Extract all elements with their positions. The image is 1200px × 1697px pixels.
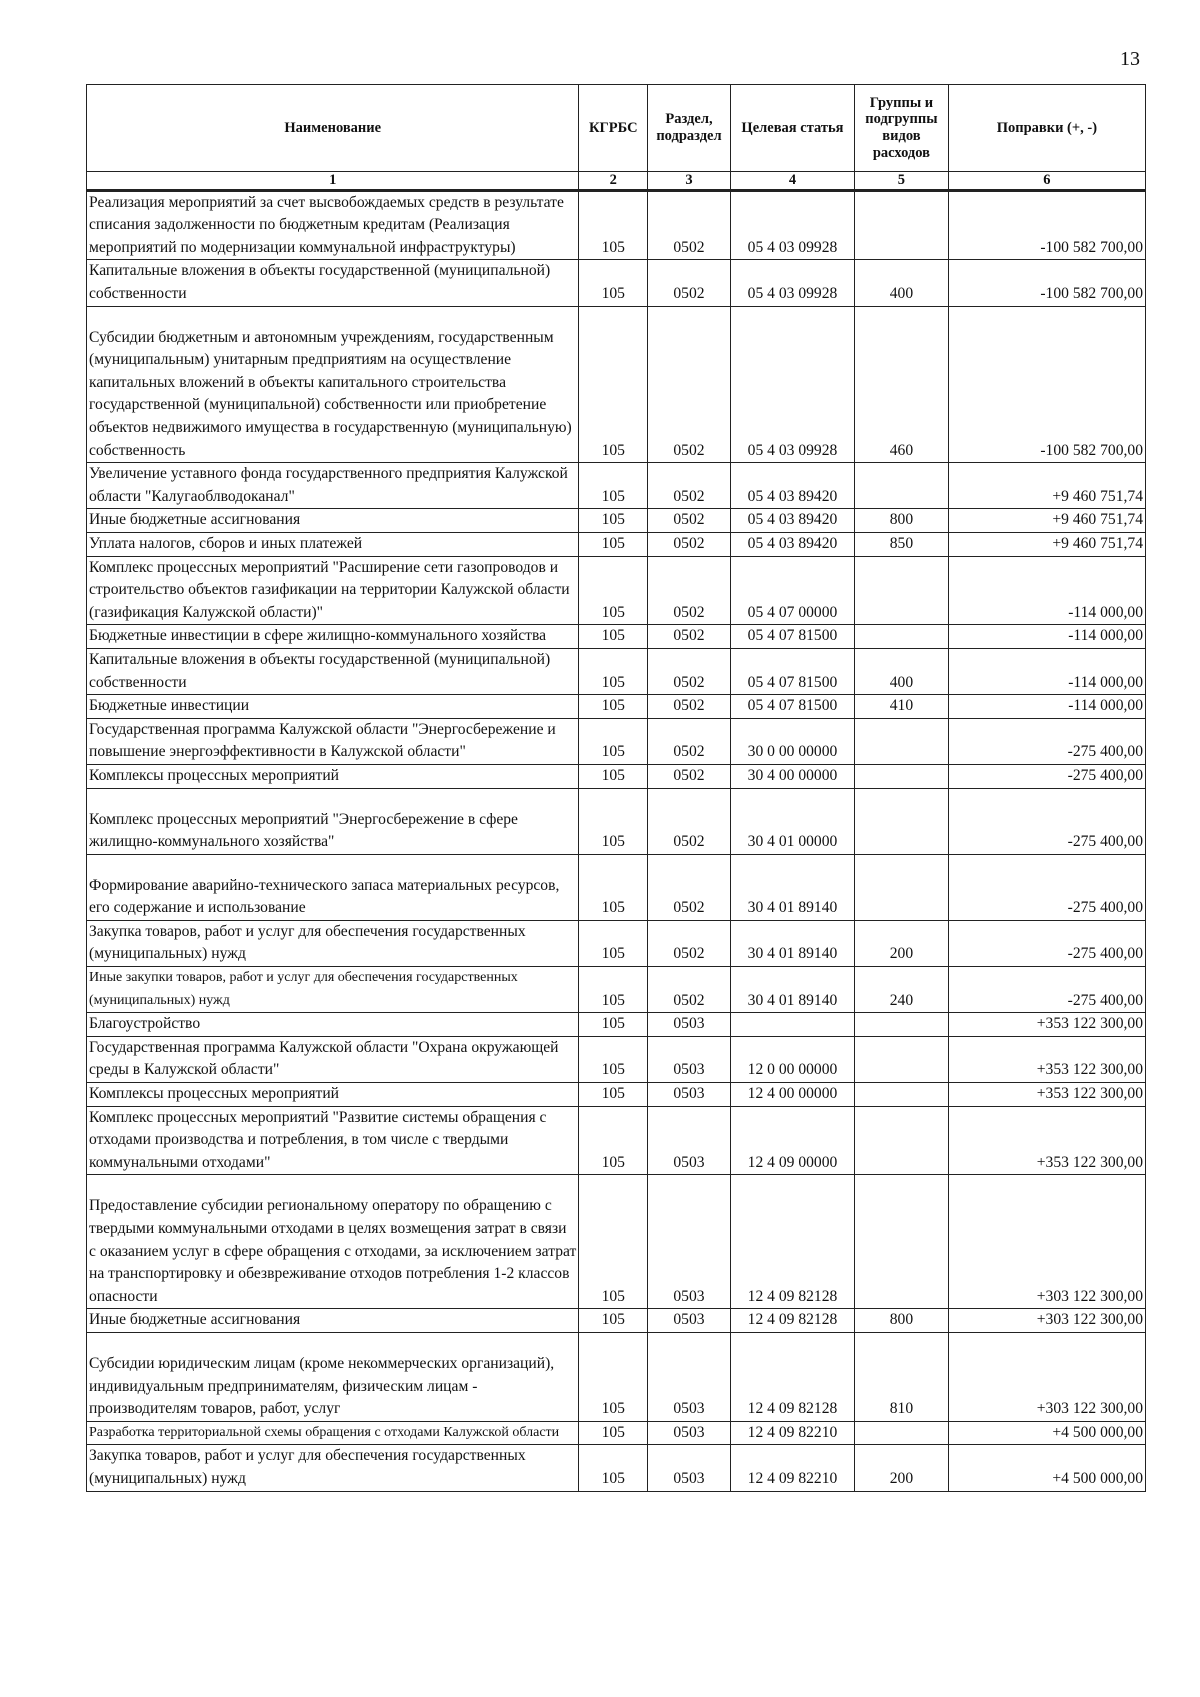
row-section: 0502 xyxy=(648,556,731,625)
table-row xyxy=(87,556,1146,625)
table-row xyxy=(87,920,1146,966)
row-group: 410 xyxy=(855,695,949,719)
row-amount: +303 122 300,00 xyxy=(948,1332,1145,1421)
row-group xyxy=(855,764,949,788)
row-amount: -100 582 700,00 xyxy=(948,260,1145,306)
table-row xyxy=(87,854,1146,920)
row-section: 0502 xyxy=(648,625,731,649)
row-target: 12 4 09 82210 xyxy=(730,1421,854,1445)
row-amount: -114 000,00 xyxy=(948,648,1145,694)
row-group xyxy=(855,1083,949,1107)
row-kgrbs: 105 xyxy=(579,190,648,260)
row-group xyxy=(855,1106,949,1175)
row-group xyxy=(855,556,949,625)
row-target: 05 4 07 00000 xyxy=(730,556,854,625)
row-name: Предоставление субсидии региональному оператору по обращению с твердыми коммунальными отходами в целях возмещения затрат в связи с оказанием услуг в сфере обращения с отходами, за исключением затрат на транспортировку и обезвреживание отходов потребления 1-2 классов опасности xyxy=(87,1175,579,1309)
table-row xyxy=(87,718,1146,764)
row-amount: -114 000,00 xyxy=(948,625,1145,649)
table-row xyxy=(87,764,1146,788)
column-number: 4 xyxy=(730,172,854,191)
row-target: 30 0 00 00000 xyxy=(730,718,854,764)
row-amount: -100 582 700,00 xyxy=(948,306,1145,463)
row-name: Бюджетные инвестиции xyxy=(87,695,579,719)
row-amount: -114 000,00 xyxy=(948,695,1145,719)
row-group: 200 xyxy=(855,920,949,966)
row-kgrbs: 105 xyxy=(579,509,648,533)
row-group xyxy=(855,718,949,764)
row-section: 0502 xyxy=(648,854,731,920)
table-row xyxy=(87,1332,1146,1421)
row-section: 0503 xyxy=(648,1445,731,1491)
row-kgrbs: 105 xyxy=(579,625,648,649)
row-section: 0503 xyxy=(648,1175,731,1309)
table-row xyxy=(87,532,1146,556)
column-number-row xyxy=(87,172,1146,191)
row-amount: -275 400,00 xyxy=(948,920,1145,966)
row-amount: -100 582 700,00 xyxy=(948,190,1145,260)
row-amount: -275 400,00 xyxy=(948,764,1145,788)
row-group xyxy=(855,463,949,509)
row-kgrbs: 105 xyxy=(579,854,648,920)
row-group: 800 xyxy=(855,509,949,533)
row-section: 0503 xyxy=(648,1036,731,1082)
row-amount: +303 122 300,00 xyxy=(948,1175,1145,1309)
table-row xyxy=(87,1421,1146,1445)
row-target: 30 4 01 89140 xyxy=(730,854,854,920)
row-target: 05 4 03 09928 xyxy=(730,190,854,260)
column-number: 3 xyxy=(648,172,731,191)
row-amount: +9 460 751,74 xyxy=(948,463,1145,509)
row-name: Формирование аварийно-технического запаса материальных ресурсов, его содержание и использование xyxy=(87,854,579,920)
row-name: Закупка товаров, работ и услуг для обеспечения государственных (муниципальных) нужд xyxy=(87,1445,579,1491)
row-name: Субсидии бюджетным и автономным учреждениям, государственным (муниципальным) унитарным предприятиям на осуществление капитальных вложений в объекты капитального строительства государственной (муниципальной) собственности или приобретение объектов недвижимого имущества в государственную (муниципальную) собственность xyxy=(87,306,579,463)
row-amount: +4 500 000,00 xyxy=(948,1421,1145,1445)
row-section: 0503 xyxy=(648,1106,731,1175)
row-group xyxy=(855,190,949,260)
row-name: Капитальные вложения в объекты государственной (муниципальной) собственности xyxy=(87,648,579,694)
row-target: 05 4 03 89420 xyxy=(730,509,854,533)
row-amount: +353 122 300,00 xyxy=(948,1083,1145,1107)
row-section: 0502 xyxy=(648,648,731,694)
row-kgrbs: 105 xyxy=(579,788,648,854)
row-target: 05 4 03 09928 xyxy=(730,260,854,306)
row-amount: +9 460 751,74 xyxy=(948,532,1145,556)
row-kgrbs: 105 xyxy=(579,260,648,306)
row-kgrbs: 105 xyxy=(579,1175,648,1309)
row-name: Государственная программа Калужской области "Энергосбережение и повышение энергоэффективности в Калужской области" xyxy=(87,718,579,764)
row-target: 12 4 09 00000 xyxy=(730,1106,854,1175)
row-name: Комплекс процессных мероприятий "Энергосбережение в сфере жилищно-коммунального хозяйства" xyxy=(87,788,579,854)
header-group: Группы и подгруппы видов расходов xyxy=(855,85,949,172)
row-amount: -275 400,00 xyxy=(948,967,1145,1013)
row-target: 12 4 09 82210 xyxy=(730,1445,854,1491)
row-kgrbs: 105 xyxy=(579,648,648,694)
row-section: 0502 xyxy=(648,695,731,719)
table-row xyxy=(87,1083,1146,1107)
row-kgrbs: 105 xyxy=(579,306,648,463)
row-section: 0502 xyxy=(648,190,731,260)
row-amount: -114 000,00 xyxy=(948,556,1145,625)
column-number: 6 xyxy=(948,172,1145,191)
row-kgrbs: 105 xyxy=(579,1083,648,1107)
row-group xyxy=(855,1175,949,1309)
table-row xyxy=(87,1175,1146,1309)
row-kgrbs: 105 xyxy=(579,1106,648,1175)
row-section: 0502 xyxy=(648,967,731,1013)
header-kgrbs: КГРБС xyxy=(579,85,648,172)
row-name: Иные закупки товаров, работ и услуг для обеспечения государственных (муниципальных) нужд xyxy=(87,967,579,1013)
row-name: Комплексы процессных мероприятий xyxy=(87,1083,579,1107)
row-target: 30 4 01 00000 xyxy=(730,788,854,854)
row-section: 0502 xyxy=(648,920,731,966)
table-row xyxy=(87,306,1146,463)
row-kgrbs: 105 xyxy=(579,1036,648,1082)
row-section: 0503 xyxy=(648,1083,731,1107)
row-section: 0503 xyxy=(648,1332,731,1421)
row-section: 0502 xyxy=(648,463,731,509)
row-amount: -275 400,00 xyxy=(948,718,1145,764)
row-section: 0502 xyxy=(648,788,731,854)
row-name: Уплата налогов, сборов и иных платежей xyxy=(87,532,579,556)
header-target: Целевая статья xyxy=(730,85,854,172)
column-number: 2 xyxy=(579,172,648,191)
row-group xyxy=(855,788,949,854)
row-name: Комплекс процессных мероприятий "Расширение сети газопроводов и строительство объектов газификации на территории Калужской области (газификация Калужской области)" xyxy=(87,556,579,625)
row-kgrbs: 105 xyxy=(579,1309,648,1333)
row-group: 850 xyxy=(855,532,949,556)
row-amount: +353 122 300,00 xyxy=(948,1106,1145,1175)
table-row xyxy=(87,1106,1146,1175)
row-name: Комплекс процессных мероприятий "Развитие системы обращения с отходами производства и потребления, в том числе с твердыми коммунальными отходами" xyxy=(87,1106,579,1175)
header-name: Наименование xyxy=(87,85,579,172)
row-amount: +353 122 300,00 xyxy=(948,1036,1145,1082)
row-name: Увеличение уставного фонда государственного предприятия Калужской области "Калугаоблводоканал" xyxy=(87,463,579,509)
row-name: Субсидии юридическим лицам (кроме некоммерческих организаций), индивидуальным предпринимателям, физическим лицам - производителям товаров, работ, услуг xyxy=(87,1332,579,1421)
row-target: 05 4 03 89420 xyxy=(730,463,854,509)
row-amount: -275 400,00 xyxy=(948,854,1145,920)
row-amount: +303 122 300,00 xyxy=(948,1309,1145,1333)
row-group xyxy=(855,854,949,920)
row-group: 200 xyxy=(855,1445,949,1491)
row-group xyxy=(855,1036,949,1082)
row-section: 0502 xyxy=(648,532,731,556)
row-name: Иные бюджетные ассигнования xyxy=(87,1309,579,1333)
row-group: 240 xyxy=(855,967,949,1013)
row-name: Благоустройство xyxy=(87,1013,579,1037)
row-section: 0502 xyxy=(648,260,731,306)
header-section: Раздел, подраздел xyxy=(648,85,731,172)
budget-table xyxy=(86,84,1146,1492)
header-amount: Поправки (+, -) xyxy=(948,85,1145,172)
row-section: 0502 xyxy=(648,718,731,764)
table-row xyxy=(87,625,1146,649)
table-row xyxy=(87,1309,1146,1333)
table-row xyxy=(87,1445,1146,1491)
table-row xyxy=(87,190,1146,260)
table-row xyxy=(87,967,1146,1013)
table-header-row xyxy=(87,85,1146,172)
row-kgrbs: 105 xyxy=(579,1445,648,1491)
row-group: 460 xyxy=(855,306,949,463)
row-target: 30 4 01 89140 xyxy=(730,920,854,966)
row-target: 05 4 07 81500 xyxy=(730,625,854,649)
row-section: 0503 xyxy=(648,1421,731,1445)
row-kgrbs: 105 xyxy=(579,532,648,556)
table-row xyxy=(87,788,1146,854)
row-target: 30 4 00 00000 xyxy=(730,764,854,788)
row-section: 0502 xyxy=(648,509,731,533)
row-amount: +353 122 300,00 xyxy=(948,1013,1145,1037)
table-row xyxy=(87,1013,1146,1037)
row-target: 05 4 03 09928 xyxy=(730,306,854,463)
row-name: Капитальные вложения в объекты государственной (муниципальной) собственности xyxy=(87,260,579,306)
row-target: 12 4 00 00000 xyxy=(730,1083,854,1107)
row-kgrbs: 105 xyxy=(579,463,648,509)
row-target: 12 4 09 82128 xyxy=(730,1175,854,1309)
row-kgrbs: 105 xyxy=(579,695,648,719)
row-amount: +4 500 000,00 xyxy=(948,1445,1145,1491)
column-number: 1 xyxy=(87,172,579,191)
row-group: 800 xyxy=(855,1309,949,1333)
column-number: 5 xyxy=(855,172,949,191)
row-kgrbs: 105 xyxy=(579,764,648,788)
row-kgrbs: 105 xyxy=(579,967,648,1013)
row-group xyxy=(855,1421,949,1445)
row-target: 05 4 07 81500 xyxy=(730,648,854,694)
row-name: Государственная программа Калужской области "Охрана окружающей среды в Калужской области" xyxy=(87,1036,579,1082)
row-name: Иные бюджетные ассигнования xyxy=(87,509,579,533)
row-target: 12 4 09 82128 xyxy=(730,1332,854,1421)
row-amount: +9 460 751,74 xyxy=(948,509,1145,533)
row-group: 400 xyxy=(855,260,949,306)
row-name: Разработка территориальной схемы обращения с отходами Калужской области xyxy=(87,1421,579,1445)
row-kgrbs: 105 xyxy=(579,920,648,966)
row-name: Реализация мероприятий за счет высвобождаемых средств в результате списания задолженности по бюджетным кредитам (Реализация мероприятий по модернизации коммунальной инфраструктуры) xyxy=(87,190,579,260)
table-row xyxy=(87,509,1146,533)
row-target: 12 4 09 82128 xyxy=(730,1309,854,1333)
row-kgrbs: 105 xyxy=(579,718,648,764)
table-row xyxy=(87,1036,1146,1082)
row-group: 810 xyxy=(855,1332,949,1421)
row-section: 0503 xyxy=(648,1013,731,1037)
page-number: 13 xyxy=(1120,48,1140,70)
row-kgrbs: 105 xyxy=(579,1013,648,1037)
row-group xyxy=(855,625,949,649)
row-name: Закупка товаров, работ и услуг для обеспечения государственных (муниципальных) нужд xyxy=(87,920,579,966)
row-section: 0502 xyxy=(648,764,731,788)
row-name: Комплексы процессных мероприятий xyxy=(87,764,579,788)
row-target xyxy=(730,1013,854,1037)
row-name: Бюджетные инвестиции в сфере жилищно-коммунального хозяйства xyxy=(87,625,579,649)
table-row xyxy=(87,463,1146,509)
row-kgrbs: 105 xyxy=(579,556,648,625)
row-kgrbs: 105 xyxy=(579,1332,648,1421)
row-target: 12 0 00 00000 xyxy=(730,1036,854,1082)
row-group xyxy=(855,1013,949,1037)
row-amount: -275 400,00 xyxy=(948,788,1145,854)
table-row xyxy=(87,648,1146,694)
table-row xyxy=(87,695,1146,719)
row-section: 0503 xyxy=(648,1309,731,1333)
row-section: 0502 xyxy=(648,306,731,463)
row-target: 30 4 01 89140 xyxy=(730,967,854,1013)
row-group: 400 xyxy=(855,648,949,694)
table-row xyxy=(87,260,1146,306)
row-target: 05 4 07 81500 xyxy=(730,695,854,719)
row-kgrbs: 105 xyxy=(579,1421,648,1445)
row-target: 05 4 03 89420 xyxy=(730,532,854,556)
